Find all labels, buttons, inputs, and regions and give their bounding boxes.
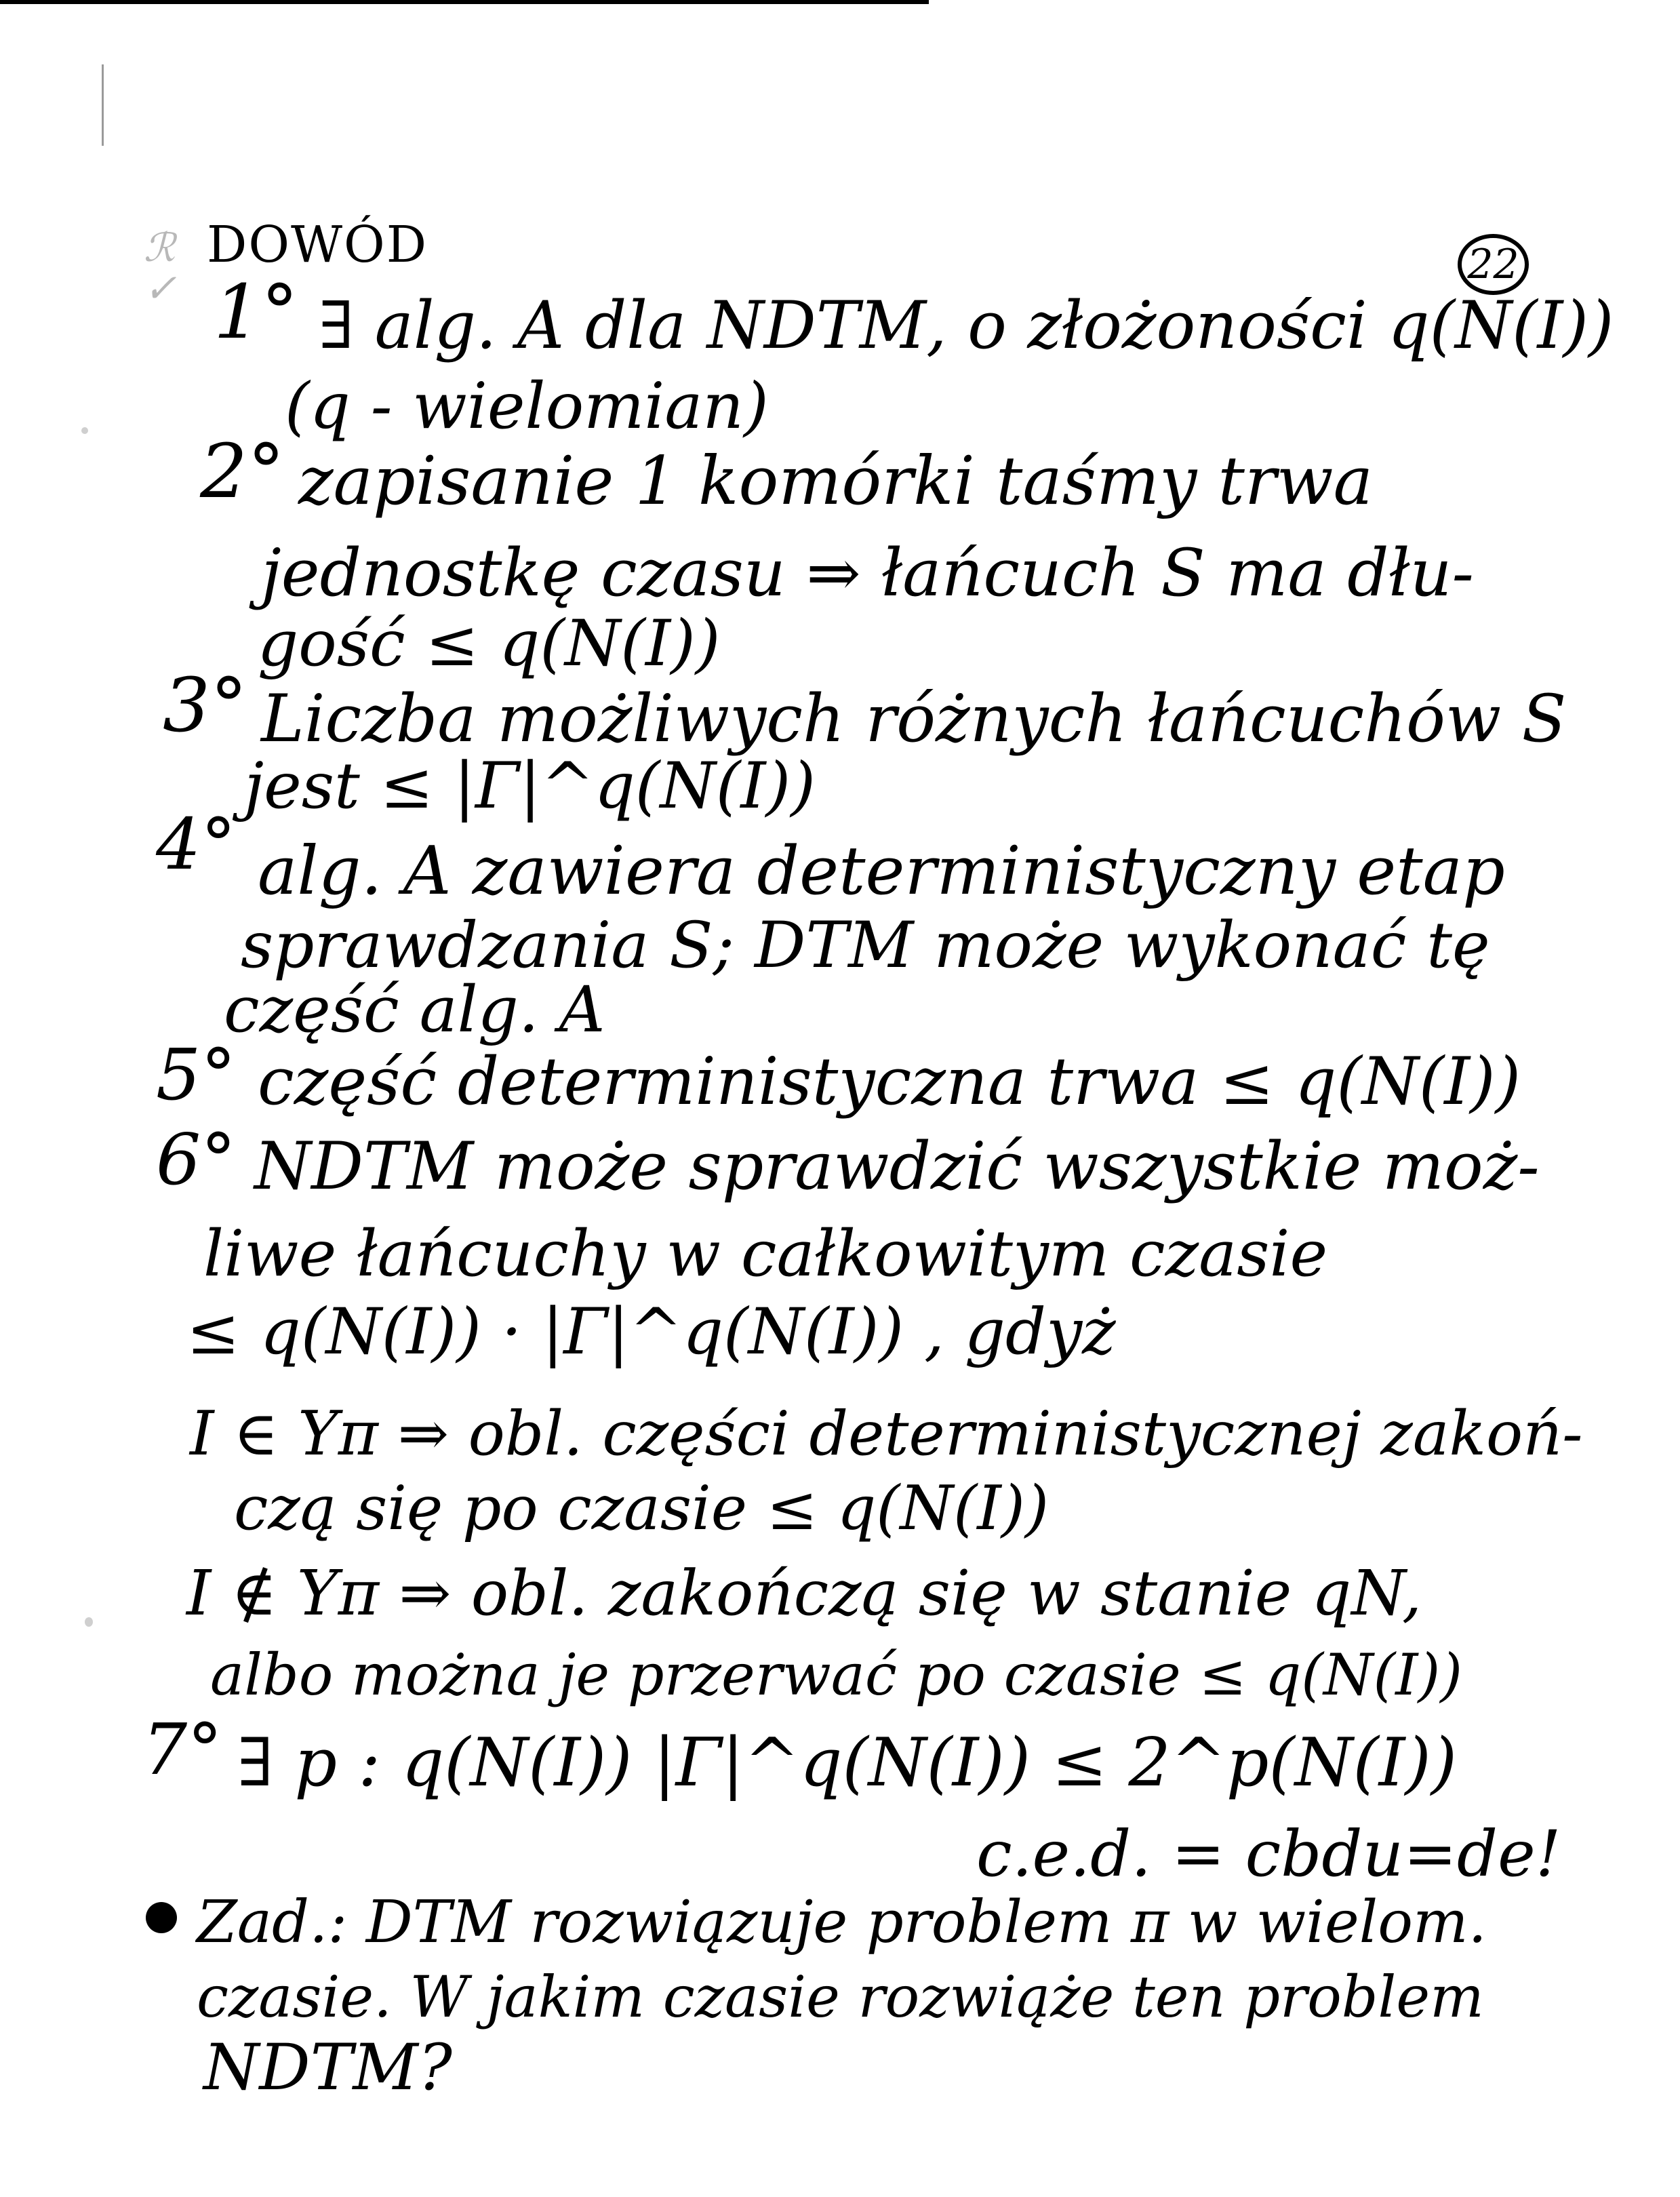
bullet-icon	[146, 1902, 177, 1933]
step-line: jednostkę czasu ⇒ łańcuch S ma dłu-	[261, 535, 1474, 611]
step-line: część alg. A	[224, 973, 605, 1047]
step-line: albo można je przerwać po czasie ≤ q(N(I))	[210, 1642, 1463, 1708]
qed-note: c.e.d. = cbdu=de!	[976, 1817, 1561, 1891]
step-line: I ∉ Yπ ⇒ obl. zakończą się w stanie qN,	[186, 1557, 1422, 1629]
task-line: Zad.: DTM rozwiązuje problem π w wielom.	[197, 1888, 1487, 1956]
scan-artifact	[85, 1617, 93, 1627]
scan-edge-mark	[102, 64, 104, 146]
step-line: Liczba możliwych różnych łańcuchów S	[261, 681, 1567, 757]
step-line: ∃ alg. A dla NDTM, o złożoności q(N(I))	[319, 288, 1614, 363]
page-number: 22	[1467, 241, 1519, 288]
task-line: NDTM?	[203, 2031, 452, 2105]
step-number: 3°	[163, 662, 247, 749]
step-line: zapisanie 1 komórki taśmy trwa	[298, 443, 1374, 520]
step-number: 7°	[142, 1708, 223, 1791]
step-line: NDTM może sprawdzić wszystkie moż-	[254, 1128, 1540, 1204]
step-line: gość ≤ q(N(I))	[258, 607, 721, 681]
step-line: sprawdzania S; DTM może wykonać tę	[241, 909, 1490, 983]
step-number: 1°	[214, 269, 298, 355]
step-line: liwe łańcuchy w całkowitym czasie	[203, 1217, 1328, 1291]
step-line: jest ≤ |Γ|^q(N(I))	[244, 749, 816, 823]
step-line: czą się po czasie ≤ q(N(I))	[234, 1473, 1049, 1544]
faded-annotation: ℛ ✓	[144, 224, 177, 311]
step-line: (q - wielomian)	[285, 370, 769, 443]
scan-artifact	[81, 427, 88, 434]
step-line: ∃ p : q(N(I)) |Γ|^q(N(I)) ≤ 2^p(N(I))	[237, 1724, 1457, 1802]
task-line: czasie. W jakim czasie rozwiąże ten problem	[197, 1964, 1484, 2030]
step-number: 4°	[156, 803, 237, 886]
scan-top-border	[0, 0, 929, 4]
step-number: 6°	[156, 1118, 237, 1201]
step-number: 5°	[156, 1033, 237, 1116]
step-line: alg. A zawiera deterministyczny etap	[258, 833, 1505, 910]
step-line: ≤ q(N(I)) · |Γ|^q(N(I)) , gdyż	[186, 1295, 1116, 1369]
page-title: DOWÓD	[207, 216, 428, 274]
step-number: 2°	[200, 428, 285, 515]
step-line: I ∈ Yπ ⇒ obl. części deterministycznej zakoń-	[190, 1398, 1583, 1469]
step-line: część deterministyczna trwa ≤ q(N(I))	[258, 1044, 1521, 1120]
